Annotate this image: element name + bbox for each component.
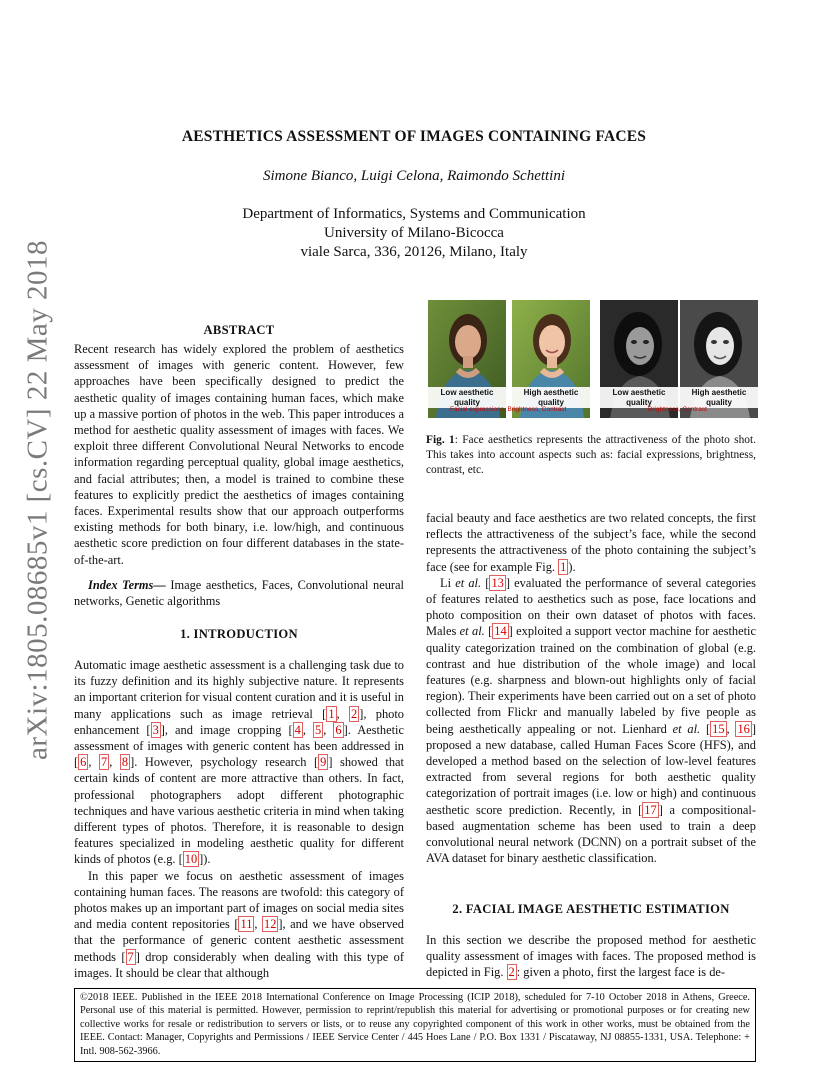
citation-link[interactable]: 2 — [350, 706, 358, 721]
intro-body — [74, 657, 404, 981]
figure-link[interactable]: 1 — [560, 559, 567, 574]
section-2-body — [426, 932, 756, 981]
face-photo-high-bw — [680, 300, 758, 418]
citation-link[interactable]: 10 — [184, 852, 198, 867]
citation-link[interactable]: 8 — [121, 755, 129, 770]
panel-label: Low aesthetic quality — [600, 387, 678, 408]
copyright-notice: ©2018 IEEE. Published in the IEEE 2018 International Conference on Image Processing (ICIP 2018), scheduled for 7-10 October 2018 in Athens, Greece. Personal use of this material is permitted. However, permission to reprint/republish this material for advertising or promotional purposes or for creating new collective works for resale or redistribution to servers or lists, or to reuse any copyrighted component of this work in other works, must be obtained from the IEEE. Contact: Manager, Copyrights and Permissions / IEEE Service Center / 445 Hoes Lane / P.O. Box 1331 / Piscataway, NJ 08855-1331, USA. Telephone: + Intl. 908-562-3966. — [74, 988, 756, 1062]
citation-link[interactable]: 12 — [264, 917, 277, 932]
text-run: ], photo enhancement [ — [74, 706, 405, 737]
citation-link[interactable]: 16 — [737, 721, 750, 736]
citation-link[interactable]: 1 — [328, 706, 335, 721]
body-paragraph — [426, 575, 756, 867]
citation-link[interactable]: 6 — [335, 722, 342, 737]
citation-link[interactable]: 9 — [320, 755, 327, 770]
text-run: et al. — [459, 624, 485, 639]
abstract-text: Recent research has widely explored the problem of aesthetics assessment of images with generic content. However, few approaches have been specifically designed to predict the aesthetic quality of images containing human faces, which make up a massive portion of photos in the web. This paper introduces a method for aesthetic quality assessment of images with faces. We exploit three different Convolutional Neural Networks to encode information regarding perceptual quality, global image aesthetics, and facial attributes; then, a model is trained to combine these features to explicitly predict the aesthetics of images containing faces. Experimental results show that our approach outperforms existing methods for both binary, i.e. low/high, and continuous aesthetic score prediction on four different databases in the state-of-the-art. — [74, 342, 404, 567]
text-run: ]. However, psychology research [ — [130, 755, 319, 770]
figure-caption-label: Fig. 1 — [426, 434, 455, 446]
text-run: ], and image cropping [ — [160, 722, 293, 737]
text-run: ). — [568, 559, 576, 574]
citation-link[interactable]: 13 — [491, 575, 504, 590]
text-run: , — [336, 706, 349, 721]
text-run: , — [254, 917, 262, 932]
text-run: , — [109, 755, 120, 770]
citation-link[interactable]: 4 — [294, 722, 301, 737]
text-run: ]). — [199, 852, 211, 867]
citation-link[interactable]: 17 — [644, 802, 657, 817]
panel-label: High aesthetic quality — [680, 387, 758, 408]
citation-link[interactable]: 7 — [101, 755, 108, 770]
abstract-body — [74, 341, 404, 609]
text-run: ] evaluated the performance of several categories of features related to aesthetics such as pose, face locations and photo composition on their own dataset of photos with faces. Males — [426, 575, 756, 639]
citation-link[interactable]: 5 — [315, 722, 322, 737]
text-run: ] drop considerably when dealing with this type of images. It should be clear that although — [74, 949, 405, 980]
text-run: [ — [700, 721, 711, 736]
citation-link[interactable]: 15 — [712, 721, 725, 736]
panel-label: Low aesthetic quality — [428, 387, 506, 408]
intro-paragraph-2 — [74, 868, 404, 981]
paper-title: AESTHETICS ASSESSMENT OF IMAGES CONTAINING FACES — [181, 128, 647, 145]
citation-link[interactable]: 3 — [152, 722, 159, 737]
text-run: Li — [440, 575, 456, 590]
citation-link[interactable]: 14 — [494, 624, 507, 639]
figure-link[interactable]: 2 — [508, 965, 515, 980]
text-run: [ — [484, 624, 493, 639]
affiliation-line: University of Milano-Bicocca — [324, 225, 504, 241]
right-column-body — [426, 510, 756, 866]
text-run: ], and we have observed that the performance of generic content aesthetic assessment methods [ — [74, 917, 404, 964]
index-terms — [74, 577, 404, 609]
text-run: , — [302, 722, 313, 737]
affiliation-line: viale Sarca, 336, 20126, Milano, Italy — [300, 244, 528, 260]
text-run: , — [323, 722, 334, 737]
citation-link[interactable]: 6 — [80, 755, 87, 770]
face-photo-low-color — [428, 300, 506, 418]
body-paragraph — [426, 510, 756, 575]
affiliation-line: Department of Informatics, Systems and Communication — [242, 206, 586, 222]
intro-paragraph-1 — [74, 657, 404, 868]
text-run: ] a compositional-based augmentation scheme has been used to train a deep convolutional neural network (DCNN) on a portrait subset of the AVA dataset for binary aesthetic classification. — [426, 802, 756, 866]
citation-link[interactable]: 11 — [240, 917, 253, 932]
paper-affiliation — [0, 205, 828, 262]
text-run: Automatic image aesthetic assessment is a challenging task due to its fuzzy definition and its highly subjective nature. It represents an important criterion for visual content curation and it is useful in many applications such as image retrieval [ — [74, 658, 404, 721]
figure-caption-text: : Face aesthetics represents the attractiveness of the photo shot. This takes into account aspects such as: facial expressions, brightness, contrast, etc. — [426, 434, 756, 476]
overlay-attributes-right: Brightness, Contrast — [648, 406, 707, 413]
text-run: [ — [481, 575, 490, 590]
text-run: In this paper we focus on aesthetic assessment of images containing human faces. The reasons are twofold: this category of photos makes up an important part of images on social media sites and media content repositories [ — [74, 868, 404, 932]
overlay-attributes-left: Facial expressions, Brightness, Contrast — [450, 406, 567, 413]
citation-link[interactable]: 7 — [127, 949, 134, 964]
text-run: ]. Aesthetic assessment of images with generic content has been addressed in [ — [74, 722, 404, 770]
arxiv-id: arXiv:1805.08685v1 [cs.CV] 22 May 2018 — [21, 239, 54, 761]
text-run: , — [726, 721, 736, 736]
text-run: facial beauty and face aesthetics are two related concepts, the first reflects the attractiveness of the subject’s face, while the second represents the attractiveness of the photo containing the subject’s face (see for example Fig. — [426, 511, 756, 574]
text-run: : given a photo, first the largest face is de- — [516, 965, 726, 980]
text-run: et al. — [672, 721, 701, 736]
text-run: ] exploited a support vector machine for aesthetic quality categorization trained on the combination of global (e.g. contrast and hue distribution of the whole image) and local features (e.g. sharpness and blown-out highlights only of facial region). Their experiments have been carried out on a set of photo collected from Flickr and manually labeled by five people as being aesthetically appealing or not. Lienhard — [426, 624, 756, 736]
index-terms-label: Index Terms— — [88, 577, 166, 592]
paper-authors: Simone Bianco, Luigi Celona, Raimondo Schettini — [262, 168, 566, 184]
body-paragraph — [426, 932, 756, 981]
face-photo-high-color — [512, 300, 590, 418]
section-2-heading: 2. FACIAL IMAGE AESTHETIC ESTIMATION — [452, 902, 730, 916]
text-run: , — [88, 755, 100, 770]
face-photo-low-bw — [600, 300, 678, 418]
text-run: ] showed that certain kinds of content are more attractive than others. In fact, professional photographers adopt different photographic techniques and have various aesthetic criteria in mind when taking different types of photos. Therefore, it is reasonable to design features specialized in modeling aesthetic quality for different kinds of photos (e.g. [ — [74, 755, 404, 867]
index-terms-text: Image aesthetics, Faces, Convolutional neural networks, Genetic algorithms — [74, 577, 404, 609]
text-run: In this section we describe the proposed method for aesthetic quality assessment of images with faces. The proposed method is depicted in Fig. — [426, 933, 756, 980]
abstract-heading: ABSTRACT — [203, 323, 275, 337]
text-run: et al. — [455, 575, 482, 590]
text-run: ] proposed a new database, called Human Faces Score (HFS), and developed a method based on the selection of low-level features extracted from several regions for both aesthetic quality categorization of portrait images (i.e. low or high) and continuous aesthetic score prediction. Recently, in [ — [426, 721, 756, 817]
panel-label: High aesthetic quality — [512, 387, 590, 408]
intro-heading: 1. INTRODUCTION — [180, 627, 298, 641]
figure-caption — [426, 433, 756, 478]
figure-1 — [428, 300, 758, 418]
